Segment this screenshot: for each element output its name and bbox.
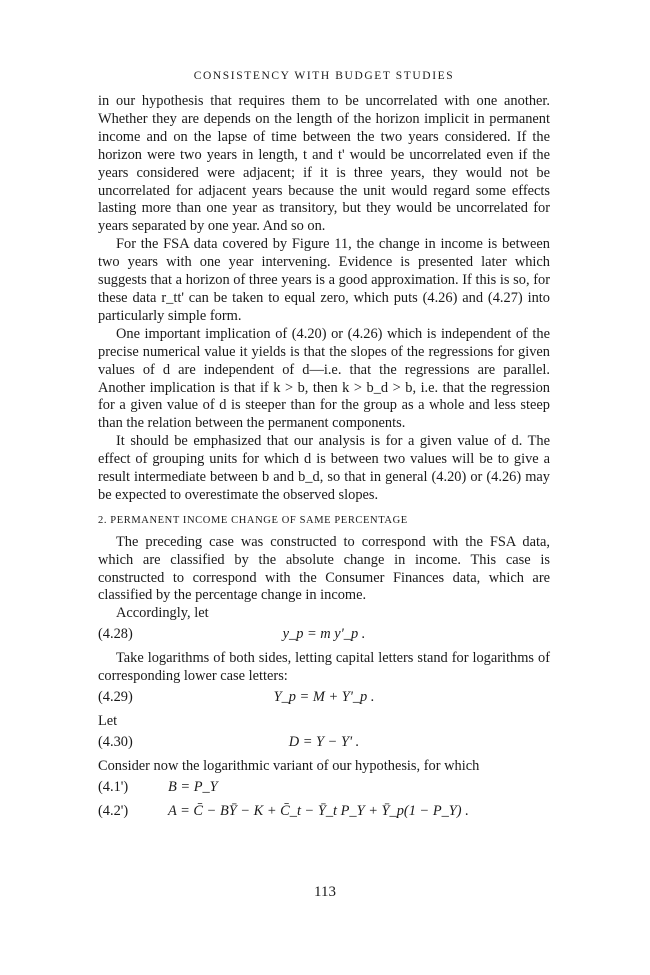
paragraph-implication: One important implication of (4.20) or (4.26) which is independent of the precise numerical value it yields is that the slopes of the regressions for given values of d are independent of d—i.e. that the regressions are parallel. Another implication is that if k > b, then k > b_d > b, i.e. that the regression for a given value of d is steeper than for the group as a whole and less steep than the relation between the permanent components.	[98, 325, 550, 432]
paragraph-emphasis: It should be emphasized that our analysis is for a given value of d. The effect of grouping units for which d is between two values will be to give a result intermediate between b and b_d, so that in general (4.20) or (4.26) may be expected to overestimate the observed slopes.	[98, 433, 550, 503]
equation-body: D = Y − Y' .	[288, 734, 360, 750]
equation-number: (4.28)	[98, 626, 133, 643]
equation-body: B = P_Y	[168, 778, 218, 795]
paragraph-consider: Consider now the logarithmic variant of our hypothesis, for which	[98, 758, 480, 774]
equation-body: A = C̄ − BȲ − K + C̄_t − Ȳ_t P_Y + Ȳ_p(1 − P_Y) .	[168, 802, 469, 819]
paragraph-accordingly: Accordingly, let	[116, 605, 209, 622]
equation-body: y_p = m y'_p .	[282, 626, 366, 643]
paragraph-fsa-data: For the FSA data covered by Figure 11, the change in income is between two years with one year intervening. Evidence is presented later which suggests that a horizon of three years is a good approximation. If this is so, for these data r_tt' can be taken to equal zero, which puts (4.26) and (4.27) into particularly simple form.	[98, 236, 550, 324]
equation-4-1-prime	[98, 779, 550, 799]
paragraph-continuation: in our hypothesis that requires them to be uncorrelated with one another. Whether they are depends on the length of the horizon implicit in permanent income and on the lapse of time between the two years considered. If the horizon were two years in length, t and t' would be uncorrelated even if the years considered were adjacent; if it is three years, they would not be uncorrelated for adjacent years because the unit would regard some effects lasting more than one year as transitory, but they would be uncorrelated for years separated by one year. And so on.	[98, 93, 550, 235]
body-text	[98, 93, 550, 827]
paragraph-let: Let	[98, 713, 118, 730]
paragraph-take-logs: Take logarithms of both sides, letting capital letters stand for logarithms of corresponding lower case letters:	[98, 650, 550, 685]
equation-4-28	[98, 626, 550, 646]
section-heading: 2. PERMANENT INCOME CHANGE OF SAME PERCENTAGE	[98, 514, 408, 526]
equation-4-30	[98, 734, 550, 754]
equation-4-29	[98, 689, 550, 709]
equation-body: Y_p = M + Y'_p .	[273, 689, 375, 706]
equation-number: (4.29)	[98, 689, 133, 706]
equation-4-2-prime	[98, 803, 550, 823]
running-head: CONSISTENCY WITH BUDGET STUDIES	[193, 70, 455, 82]
equation-number: (4.2')	[98, 802, 129, 819]
paragraph-preceding-case: The preceding case was constructed to correspond with the FSA data, which are classified by the absolute change in income. This case is constructed to correspond with the Consumer Finances data, which are classified by the percentage change in income.	[98, 533, 550, 604]
page-number: 113	[314, 884, 336, 900]
equation-number: (4.30)	[98, 734, 133, 750]
equation-number: (4.1')	[98, 778, 129, 795]
